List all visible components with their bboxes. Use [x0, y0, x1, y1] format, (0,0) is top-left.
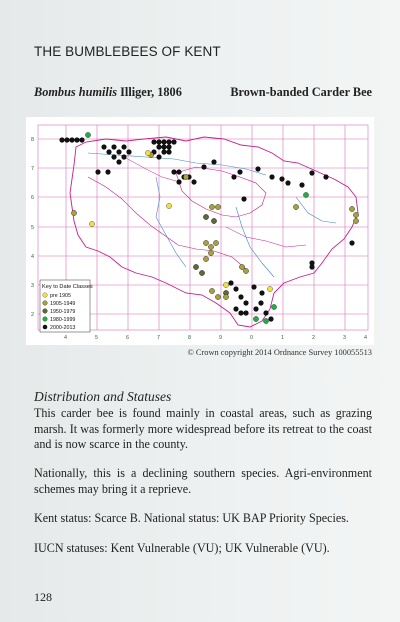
svg-text:7: 7	[31, 166, 34, 172]
distribution-map	[26, 117, 374, 345]
svg-text:8: 8	[188, 335, 191, 341]
species-authority: Illiger, 1806	[120, 85, 182, 99]
svg-text:3: 3	[31, 283, 34, 289]
svg-text:2: 2	[312, 335, 315, 341]
national-paragraph: Nationally, this is a declining southern species. Agri-environment schemes may bring it a reprieve.	[34, 466, 372, 496]
svg-text:4: 4	[31, 254, 34, 260]
status-paragraph: Kent status: Scarce B. National status: UK BAP Priority Species.	[34, 511, 349, 525]
svg-text:5: 5	[31, 225, 34, 231]
svg-text:3: 3	[343, 335, 346, 341]
svg-text:4: 4	[364, 335, 367, 341]
svg-text:2: 2	[31, 312, 34, 318]
legend-item-1980-1999: 1980-1999	[50, 317, 76, 323]
svg-text:6: 6	[31, 195, 34, 201]
page-number: 128	[34, 590, 52, 604]
svg-text:9: 9	[219, 335, 222, 341]
running-header: THE BUMBLEBEES OF KENT	[34, 44, 221, 59]
svg-text:1: 1	[281, 335, 284, 341]
species-latin-name: Bombus humilis	[34, 85, 118, 99]
legend-item-pre-1905: pre 1905	[50, 293, 71, 299]
section-title: Distribution and Statuses	[34, 389, 172, 404]
species-heading	[34, 85, 372, 100]
map-copyright: © Crown copyright 2014 Ordnance Survey 100055513	[187, 348, 372, 357]
svg-text:6: 6	[126, 335, 129, 341]
species-common-name: Brown-banded Carder Bee	[230, 85, 372, 99]
legend-item-2000-2013: 2000-2013	[50, 325, 76, 331]
svg-text:0: 0	[250, 335, 253, 341]
map-legend	[40, 280, 93, 332]
legend-item-1905-1949: 1905-1949	[50, 301, 76, 307]
legend-title: Key to Date Classes	[42, 284, 93, 290]
iucn-paragraph: IUCN statuses: Kent Vulnerable (VU); UK Vulnerable (VU).	[34, 541, 330, 555]
distribution-paragraph: This carder bee is found mainly in coastal areas, such as grazing marsh. It was formerly more widespread before its retreat to the coast and is now scarce in the county.	[34, 406, 372, 451]
legend-item-1950-1979: 1950-1979	[50, 309, 76, 315]
svg-text:8: 8	[31, 137, 34, 143]
svg-text:4: 4	[64, 335, 67, 341]
svg-text:5: 5	[95, 335, 98, 341]
svg-text:7: 7	[157, 335, 160, 341]
